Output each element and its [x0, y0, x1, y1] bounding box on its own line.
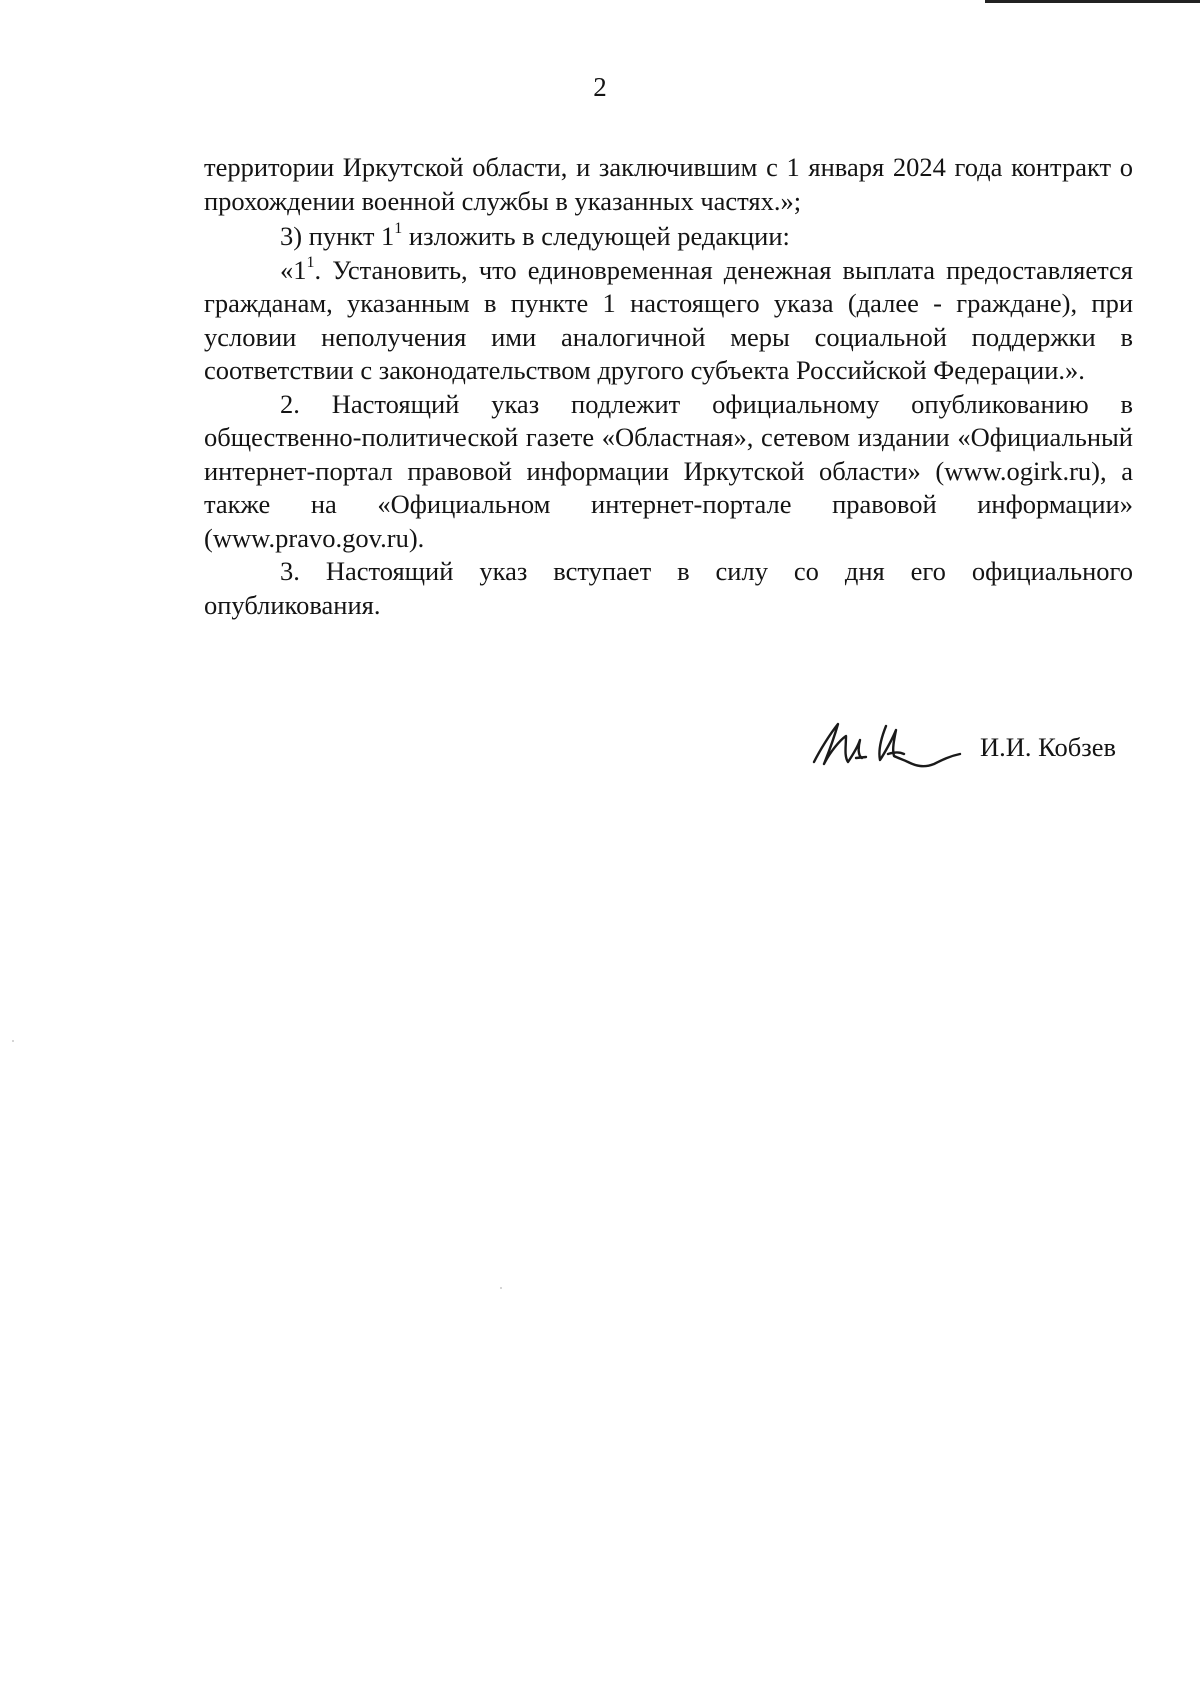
signature-block: [800, 710, 1140, 800]
scan-edge-line: [985, 0, 1200, 3]
paragraph-item-3: [204, 220, 1133, 254]
paragraph-new-wording: [204, 254, 1133, 388]
item-3-text-start: 3) пункт 1: [280, 221, 395, 251]
scan-speck: [500, 1287, 502, 1289]
paragraph-publication: 2. Настоящий указ подлежит официальному опубликованию в общественно-политической газете «Областная», сетевом издании «Официальный интернет-портал правовой информации Иркутской области» (www.ogirk.ru), а также на «Официальном интернет-портале правовой информации» (www.pravo.gov.ru).: [204, 388, 1133, 553]
signer-name: И.И. Кобзев: [980, 732, 1116, 762]
scan-speck: [12, 1040, 14, 1042]
page-number: 2: [593, 72, 607, 102]
document-body: [204, 151, 1133, 622]
paragraph-continuation: территории Иркутской области, и заключившим с 1 января 2024 года контракт о прохождении военной службы в указанных частях.»;: [204, 152, 1133, 216]
handwritten-signature: [800, 710, 1000, 800]
new-wording-superscript: 1: [306, 253, 315, 271]
new-wording-text-end: . Установить, что единовременная денежная выплата предоставляется гражданам, указанным в пункте 1 настоящего указа (далее - граждане), при условии неполучения ими аналогичной меры социальной поддержки в соответствии с законодательством другого субъекта Российской Федерации.».: [204, 254, 1133, 385]
paragraph-entry-into-force: 3. Настоящий указ вступает в силу со дня его официального опубликования.: [204, 556, 1133, 620]
item-3-superscript: 1: [394, 220, 403, 238]
item-3-text-end: изложить в следующей редакции:: [402, 221, 790, 251]
new-wording-text-start: «1: [280, 254, 307, 285]
